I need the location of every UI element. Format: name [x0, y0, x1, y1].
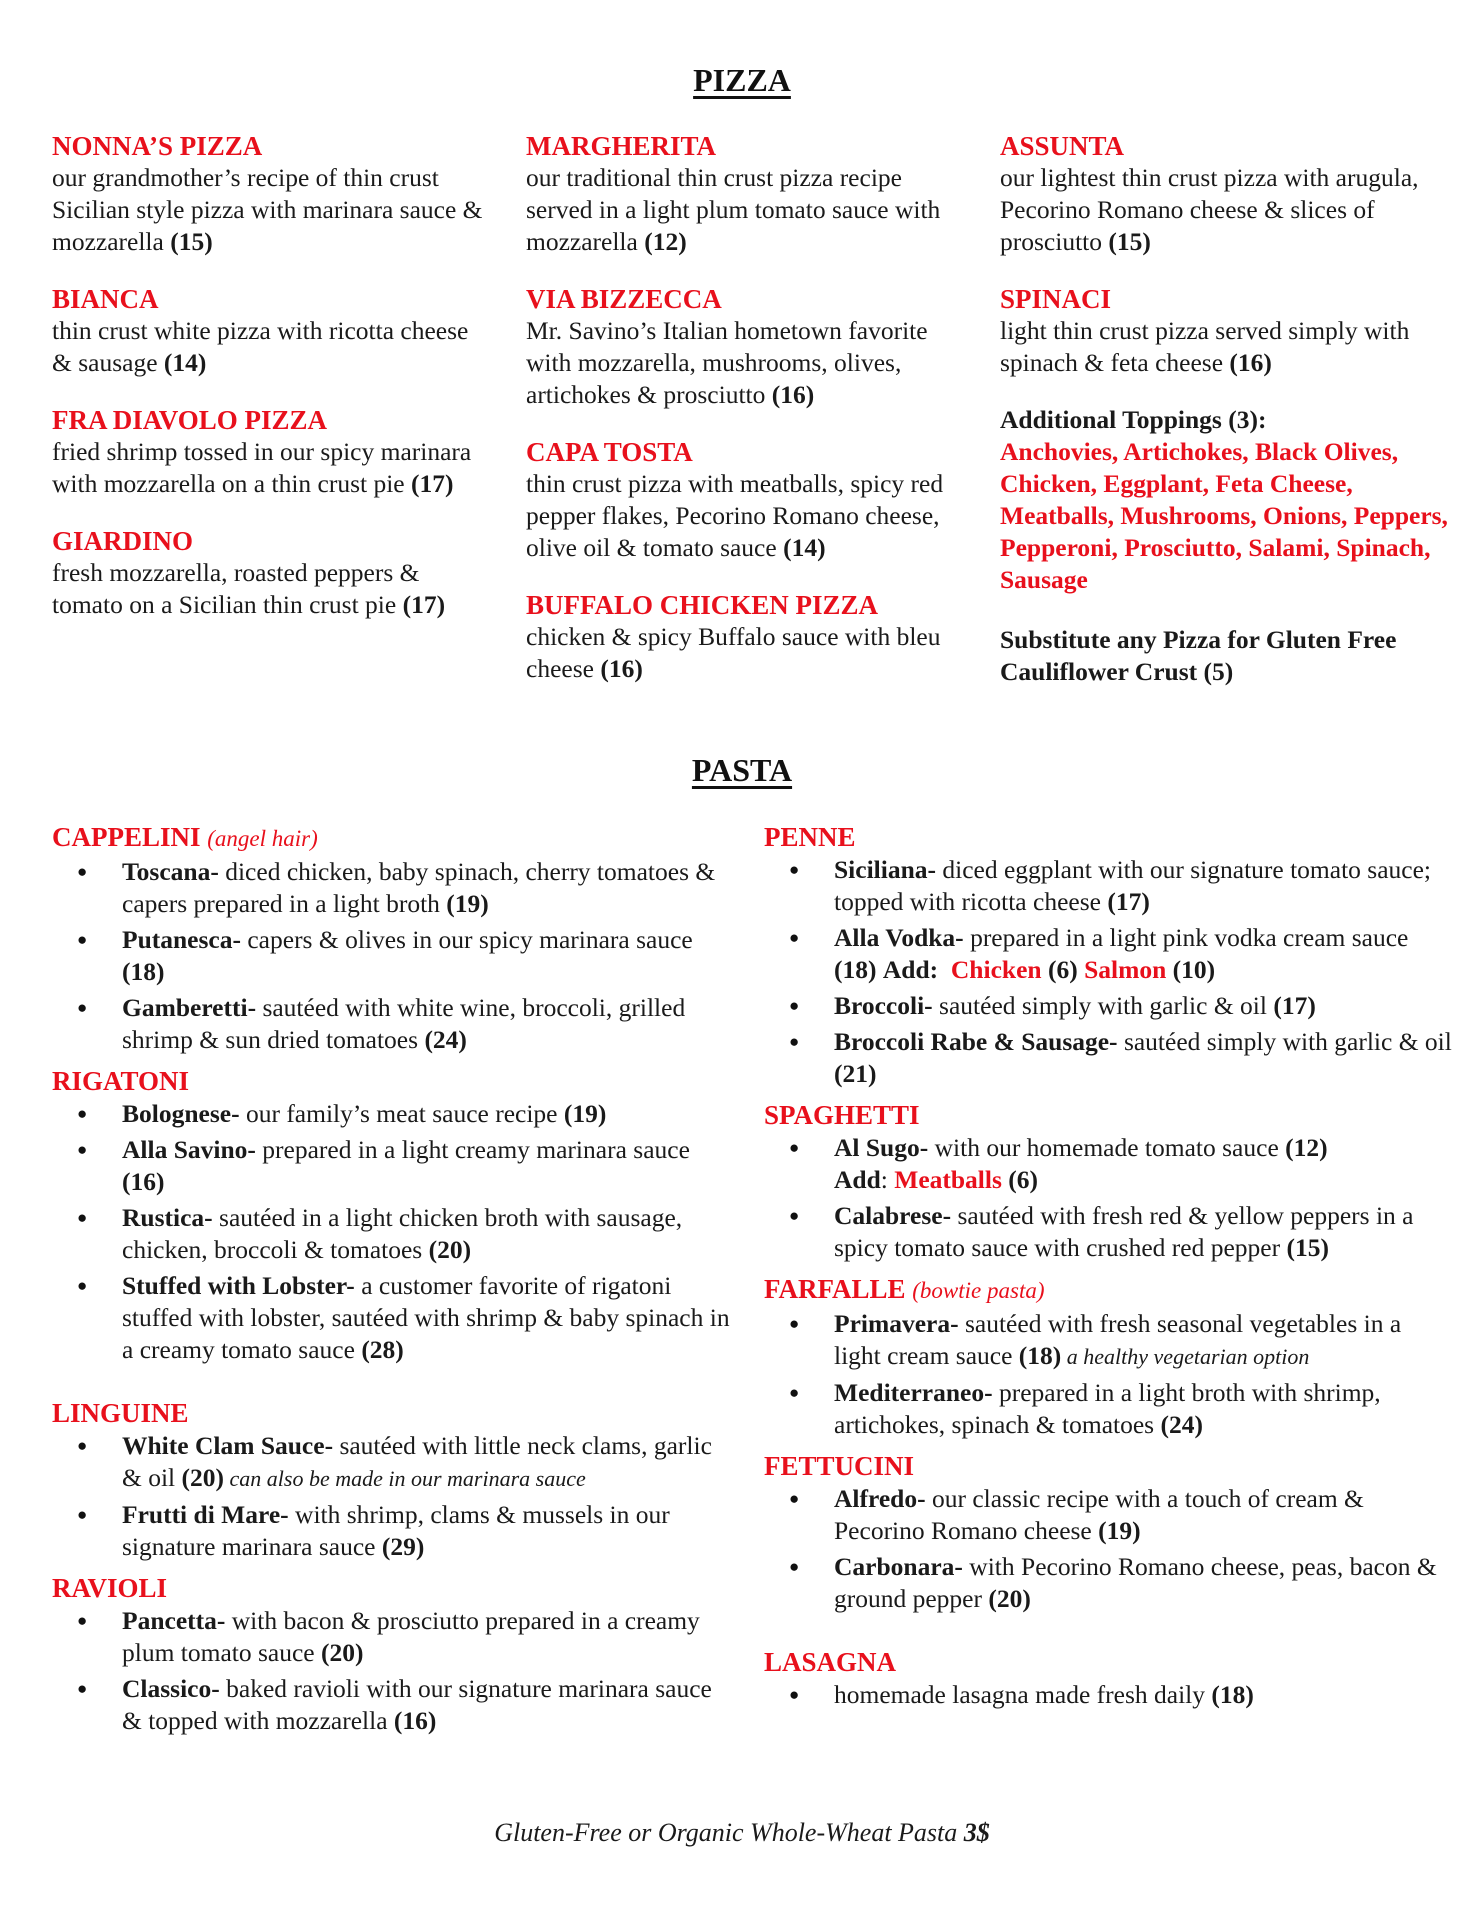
cappelini-list — [52, 856, 732, 1056]
rigatoni-list — [52, 1098, 732, 1366]
pizza-desc: our grandmother’s recipe of thin crust Sicilian style pizza with marinara sauce & mozzarella — [52, 163, 483, 256]
pizza-name: CAPA TOSTA — [526, 437, 693, 467]
toppings-title: Additional Toppings (3): — [1000, 405, 1267, 434]
gluten-free-substitute: Substitute any Pizza for Gluten Free Cauliflower Crust (5) — [1000, 625, 1397, 686]
pizza-desc: thin crust white pizza with ricotta cheese & sausage — [52, 316, 469, 377]
pizza-price: (12) — [644, 227, 687, 256]
list-item: ● Al Sugo- with our homemade tomato sauce (12) Add: Meatballs (6) — [764, 1132, 1454, 1196]
list-item: ● Pancetta- with bacon & prosciutto prepared in a creamy plum tomato sauce (20) — [52, 1605, 732, 1669]
pizza-name: BIANCA — [52, 284, 159, 314]
category-ravioli: RAVIOLI — [52, 1573, 168, 1603]
pizza-name: SPINACI — [1000, 284, 1112, 314]
list-item: ● Toscana- diced chicken, baby spinach, cherry tomatoes & capers prepared in a light broth (19) — [52, 856, 732, 920]
toppings-list: Anchovies, Artichokes, Black Olives, Chicken, Eggplant, Feta Cheese, Meatballs, Mushrooms, Onions, Peppers, Pepperoni, Prosciutto, Salami, Spinach, Sausage — [1000, 437, 1448, 594]
pizza-item — [1000, 283, 1450, 379]
pizza-price: (15) — [170, 227, 213, 256]
list-item: ● Primavera- sautéed with fresh seasonal vegetables in a light cream sauce (18) a healthy vegetarian option — [764, 1308, 1454, 1373]
pasta-section-title: PASTA — [691, 752, 793, 788]
category-cappelini: CAPPELINI (angel hair) — [52, 822, 318, 852]
pizza-desc: Mr. Savino’s Italian hometown favorite with mozzarella, mushrooms, olives, artichokes & prosciutto — [526, 316, 928, 409]
pizza-desc: thin crust pizza with meatballs, spicy red pepper flakes, Pecorino Romano cheese, olive oil & tomato sauce — [526, 469, 944, 562]
category-penne: PENNE — [764, 822, 856, 852]
pizza-item — [526, 436, 966, 564]
pizza-item — [52, 130, 492, 258]
list-item: ● Alla Vodka- prepared in a light pink vodka cream sauce (18) Add: Chicken (6) Salmon (10) — [764, 922, 1454, 986]
list-item: ● Frutti di Mare- with shrimp, clams & mussels in our signature marinara sauce (29) — [52, 1499, 732, 1563]
pizza-item — [1000, 130, 1450, 258]
pizza-column-1 — [52, 130, 492, 646]
pizza-price: (14) — [163, 348, 207, 377]
pizza-desc: chicken & spicy Buffalo sauce with bleu cheese — [526, 622, 941, 683]
pizza-price: (16) — [1229, 348, 1272, 377]
list-item: ● Alla Savino- prepared in a light creamy marinara sauce (16) — [52, 1134, 732, 1198]
list-item: ● Rustica- sautéed in a light chicken broth with sausage, chicken, broccoli & tomatoes (20) — [52, 1202, 732, 1266]
pizza-desc: fried shrimp tossed in our spicy marinara with mozzarella on a thin crust pie — [52, 437, 472, 498]
list-item: ● Broccoli Rabe & Sausage- sautéed simply with garlic & oil (21) — [764, 1026, 1454, 1090]
category-linguine: LINGUINE — [52, 1398, 189, 1428]
footer-note: Gluten-Free or Organic Whole-Wheat Pasta 3$ — [494, 1818, 990, 1847]
list-item: ● White Clam Sauce- sautéed with little neck clams, garlic & oil (20) can also be made in our marinara sauce — [52, 1430, 732, 1495]
pizza-name: NONNA’S PIZZA — [52, 131, 263, 161]
pizza-price: (16) — [771, 380, 815, 409]
category-fettucini: FETTUCINI — [764, 1451, 915, 1481]
list-item: ● Alfredo- our classic recipe with a touch of cream & Pecorino Romano cheese (19) — [764, 1483, 1454, 1547]
penne-list — [764, 854, 1454, 1090]
pizza-name: ASSUNTA — [1000, 131, 1125, 161]
ravioli-list — [52, 1605, 732, 1737]
pizza-section-title: PIZZA — [693, 62, 791, 98]
list-item: ● Calabrese- sautéed with fresh red & yellow peppers in a spicy tomato sauce with crushed red pepper (15) — [764, 1200, 1454, 1264]
pizza-item — [526, 283, 966, 411]
list-item: ● Putanesca- capers & olives in our spicy marinara sauce (18) — [52, 924, 732, 988]
pizza-name: GIARDINO — [52, 526, 194, 556]
pizza-item — [52, 404, 492, 500]
pizza-price: (16) — [600, 654, 643, 683]
category-note: (bowtie pasta) — [912, 1278, 1045, 1303]
pizza-item — [52, 283, 492, 379]
pizza-column-2 — [526, 130, 966, 710]
pizza-price: (17) — [402, 590, 446, 619]
pizza-item — [526, 130, 966, 258]
list-item: ● Classico- baked ravioli with our signature marinara sauce & topped with mozzarella (16) — [52, 1673, 732, 1737]
list-item: ● Mediterraneo- prepared in a light broth with shrimp, artichokes, spinach & tomatoes (24) — [764, 1377, 1454, 1441]
fettucini-list — [764, 1483, 1454, 1615]
pizza-item — [526, 589, 966, 685]
pizza-column-3 — [1000, 130, 1450, 688]
list-item: ● Gamberetti- sautéed with white wine, broccoli, grilled shrimp & sun dried tomatoes (24) — [52, 992, 732, 1056]
pizza-name: BUFFALO CHICKEN PIZZA — [526, 590, 879, 620]
category-spaghetti: SPAGHETTI — [764, 1100, 920, 1130]
pizza-desc: our traditional thin crust pizza recipe served in a light plum tomato sauce with mozzarella — [526, 163, 941, 256]
list-item: ● homemade lasagna made fresh daily (18) — [764, 1679, 1454, 1711]
pasta-column-left — [52, 820, 732, 1741]
list-item: ● Bolognese- our family’s meat sauce recipe (19) — [52, 1098, 732, 1130]
pizza-name: VIA BIZZECCA — [526, 284, 722, 314]
list-item: ● Siciliana- diced eggplant with our signature tomato sauce; topped with ricotta cheese (17) — [764, 854, 1454, 918]
category-lasagna: LASAGNA — [764, 1647, 897, 1677]
pizza-name: FRA DIAVOLO PIZZA — [52, 405, 328, 435]
lasagna-list — [764, 1679, 1454, 1711]
category-rigatoni: RIGATONI — [52, 1066, 190, 1096]
category-farfalle: FARFALLE (bowtie pasta) — [764, 1274, 1045, 1304]
pizza-desc: fresh mozzarella, roasted peppers & tomato on a Sicilian thin crust pie — [52, 558, 420, 619]
pasta-column-right — [764, 820, 1454, 1715]
list-item: ● Broccoli- sautéed simply with garlic & oil (17) — [764, 990, 1454, 1022]
pizza-price: (14) — [783, 533, 826, 562]
linguine-list — [52, 1430, 732, 1563]
pizza-desc: light thin crust pizza served simply with spinach & feta cheese — [1000, 316, 1410, 377]
pizza-price: (15) — [1108, 227, 1151, 256]
spaghetti-list — [764, 1132, 1454, 1264]
category-note: (angel hair) — [207, 826, 318, 851]
pizza-price: (17) — [411, 469, 454, 498]
farfalle-list — [764, 1308, 1454, 1441]
list-item: ● Carbonara- with Pecorino Romano cheese, peas, bacon & ground pepper (20) — [764, 1551, 1454, 1615]
list-item: ● Stuffed with Lobster- a customer favorite of rigatoni stuffed with lobster, sautéed with shrimp & baby spinach in a creamy tomato sauce (28) — [52, 1270, 732, 1366]
pizza-name: MARGHERITA — [526, 131, 717, 161]
pizza-desc: our lightest thin crust pizza with arugula, Pecorino Romano cheese & slices of prosciutto — [1000, 163, 1419, 256]
pizza-item — [52, 525, 492, 621]
